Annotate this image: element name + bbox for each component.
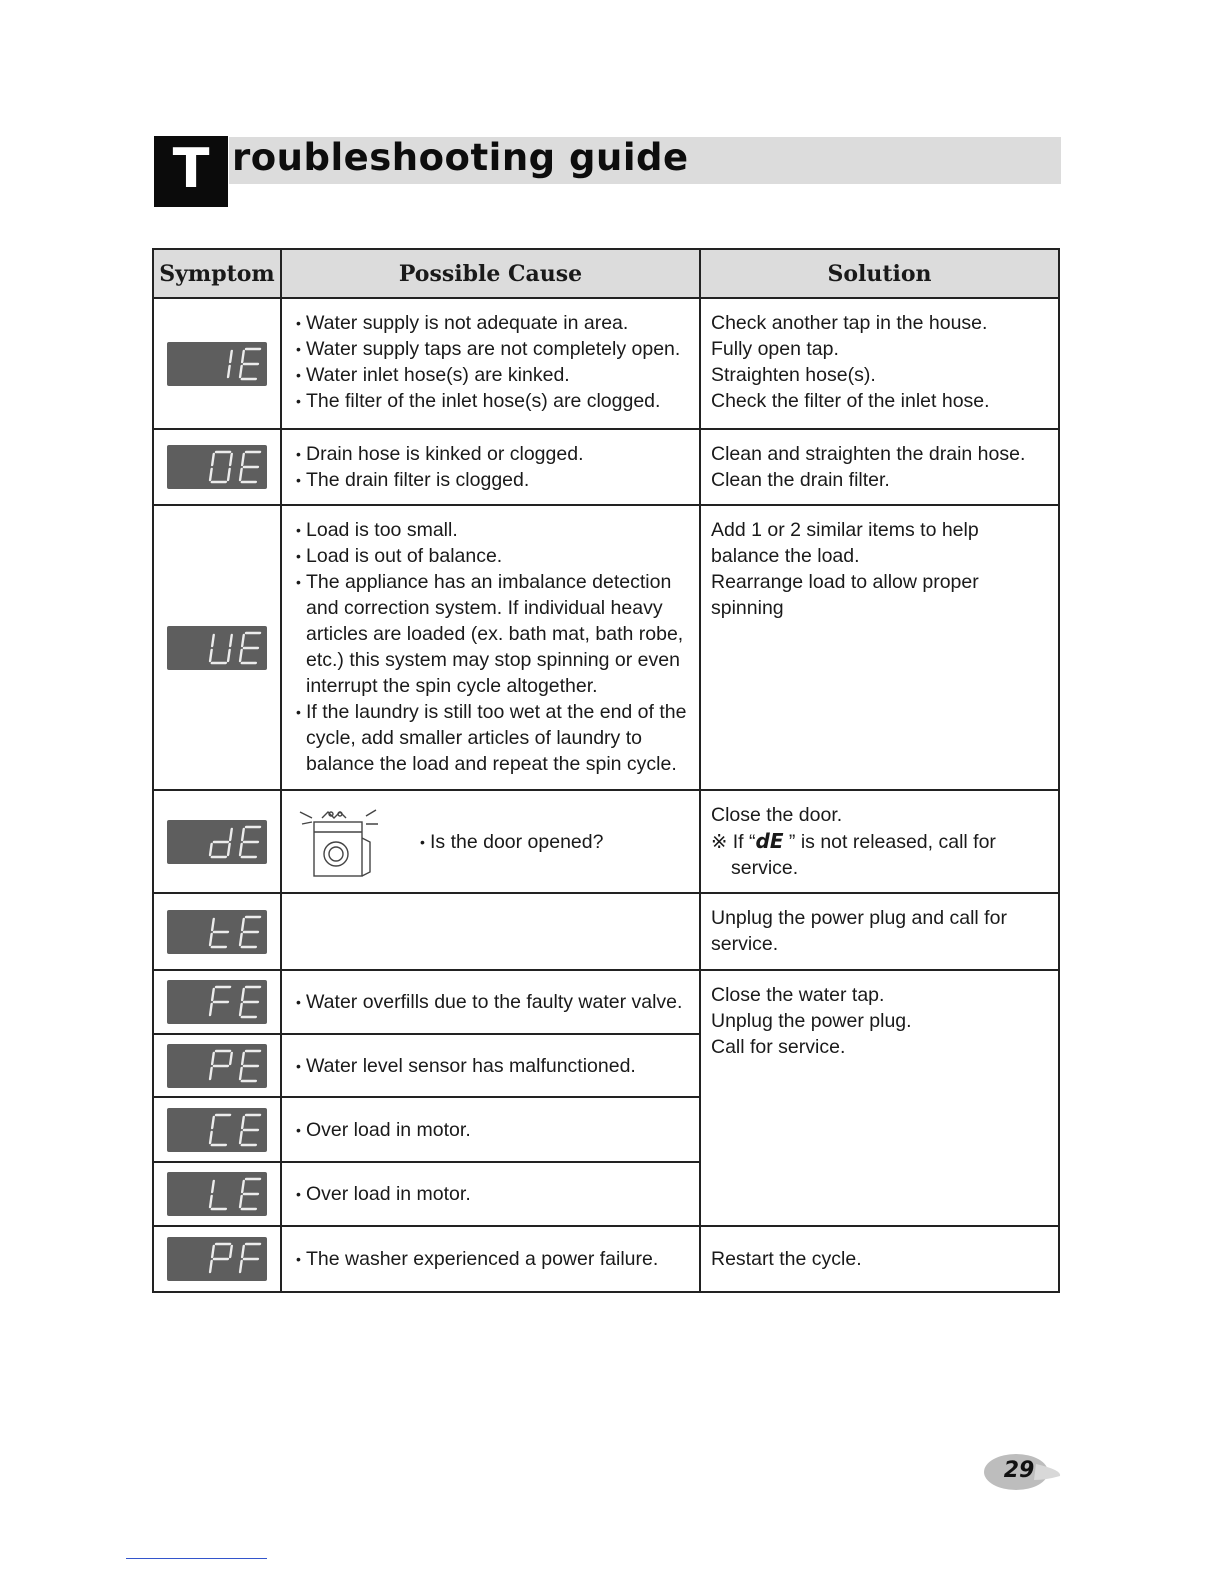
page-title: roubleshooting guide (232, 136, 689, 179)
cause-cell (281, 298, 700, 429)
solution-cell (700, 298, 1059, 429)
table-row (153, 505, 1059, 790)
washer-door-open-icon (294, 804, 384, 880)
solution-cell (700, 893, 1059, 970)
display-segment (242, 454, 244, 465)
error-code-display (167, 1044, 267, 1088)
display-segment (230, 829, 232, 840)
cause-item: • Water supply is not adequate in area. (296, 310, 693, 336)
solution-cell (700, 505, 1059, 790)
symptom-cell (153, 429, 281, 505)
cause-cell (281, 1034, 700, 1097)
symptom-cell (153, 1097, 281, 1162)
solution-line: Fully open tap. (711, 338, 839, 360)
display-segment (240, 1068, 242, 1079)
cause-cell (281, 893, 700, 970)
display-segment (242, 351, 244, 362)
symptom-cell (153, 1162, 281, 1226)
cause-cell (281, 1097, 700, 1162)
cause-cell (281, 970, 700, 1034)
display-segment (240, 844, 242, 855)
error-code-display (167, 1172, 267, 1216)
display-segment (240, 469, 242, 480)
table-row (153, 298, 1059, 429)
cause-cell (281, 1162, 700, 1226)
cause-item: • Drain hose is kinked or clogged. (296, 441, 693, 467)
cause-item: • The drain filter is clogged. (296, 467, 693, 493)
display-segment (240, 1261, 242, 1272)
header-symptom: Symptom (153, 249, 281, 298)
symptom-cell (153, 505, 281, 790)
table-row (153, 1226, 1059, 1292)
seven-segment-readout (167, 820, 267, 864)
display-segment (228, 844, 230, 855)
seven-segment-readout (167, 1237, 267, 1281)
display-segment (240, 366, 242, 377)
page-number-badge (984, 1450, 1064, 1494)
display-segment (240, 650, 242, 661)
symptom-cell (153, 893, 281, 970)
seven-segment-readout (167, 1172, 267, 1216)
error-code-display (167, 626, 267, 670)
seven-segment-readout (167, 445, 267, 489)
seven-segment-readout (167, 626, 267, 670)
cause-item: • The washer experienced a power failure. (296, 1246, 693, 1272)
solution-cell (700, 1226, 1059, 1292)
display-segment (230, 635, 232, 646)
display-segment (242, 1053, 244, 1064)
solution-line: Close the water tap. (711, 984, 885, 1006)
display-segment (228, 650, 230, 661)
display-segment (230, 1246, 232, 1257)
display-segment (212, 454, 214, 465)
display-segment (240, 1132, 242, 1143)
solution-line: Rearrange load to allow proper spinning (711, 571, 990, 619)
error-code-display (167, 820, 267, 864)
solution-line: Call for service. (711, 1036, 846, 1058)
cause-item: • Water inlet hose(s) are kinked. (296, 362, 693, 388)
cause-item: • Is the door opened? (420, 829, 603, 855)
display-segment (230, 1053, 232, 1064)
title-initial: T (154, 136, 228, 207)
cause-item: • Load is out of balance. (296, 543, 693, 569)
display-segment (210, 934, 212, 945)
troubleshooting-table (152, 248, 1060, 1293)
display-segment (242, 1246, 244, 1257)
display-segment (242, 829, 244, 840)
solution-cell (700, 790, 1059, 893)
solution-line: Clean and straighten the drain hose. (711, 443, 1026, 465)
display-segment (210, 1196, 212, 1207)
table-row (153, 429, 1059, 505)
solution-note (711, 828, 1050, 881)
seven-segment-readout (167, 1044, 267, 1088)
cause-item: • Water supply taps are not completely open. (296, 336, 693, 362)
display-segment (212, 635, 214, 646)
cause-item: • Over load in motor. (296, 1181, 693, 1207)
display-segment (210, 1068, 212, 1079)
cause-item: • Over load in motor. (296, 1117, 693, 1143)
display-segment (242, 919, 244, 930)
display-segment (230, 351, 232, 362)
display-segment (240, 1196, 242, 1207)
cause-item: • Water overfills due to the faulty water valve. (296, 989, 693, 1015)
seven-segment-readout (167, 910, 267, 954)
display-segment (242, 635, 244, 646)
header-possible-cause: Possible Cause (281, 249, 700, 298)
cause-item: • The filter of the inlet hose(s) are clogged. (296, 388, 693, 414)
display-segment (212, 1053, 214, 1064)
error-code-display (167, 1108, 267, 1152)
display-segment (210, 1132, 212, 1143)
display-segment (210, 650, 212, 661)
error-code-display (167, 910, 267, 954)
display-segment (242, 1181, 244, 1192)
symptom-cell (153, 298, 281, 429)
symptom-cell (153, 790, 281, 893)
symptom-cell (153, 970, 281, 1034)
solution-line: Clean the drain filter. (711, 469, 890, 491)
display-segment (242, 989, 244, 1000)
note-prefix: ※ If “ (711, 831, 756, 853)
display-segment (212, 1117, 214, 1128)
seven-segment-readout (167, 342, 267, 386)
solution-cell (700, 429, 1059, 505)
solution-line: Restart the cycle. (711, 1248, 862, 1270)
cause-cell (281, 505, 700, 790)
error-code-display (167, 980, 267, 1024)
error-code-display (167, 1237, 267, 1281)
seven-segment-readout (167, 980, 267, 1024)
display-segment (212, 989, 214, 1000)
solution-line: Unplug the power plug. (711, 1010, 912, 1032)
solution-cell (700, 970, 1059, 1226)
solution-line: Check the filter of the inlet hose. (711, 390, 990, 412)
display-segment (210, 1261, 212, 1272)
page-number: 29 (1003, 1458, 1035, 1483)
display-segment (212, 919, 214, 930)
display-segment (210, 469, 212, 480)
symptom-cell (153, 1226, 281, 1292)
display-segment (228, 469, 230, 480)
solution-line: Add 1 or 2 similar items to help balance the load. (711, 519, 985, 567)
display-segment (228, 366, 230, 377)
cause-item: • The appliance has an imbalance detection and correction system. If individual heavy articles are loaded (ex. bath mat, bath robe, etc.) this system may stop spinning or even interrupt the spin cycle altogether. (296, 569, 693, 699)
error-code-display (167, 342, 267, 386)
seven-segment-readout (167, 1108, 267, 1152)
table-row (153, 970, 1059, 1034)
display-segment (240, 934, 242, 945)
display-segment (210, 1004, 212, 1015)
display-segment (212, 1181, 214, 1192)
solution-line: Unplug the power plug and call for service. (711, 907, 1013, 955)
cause-item: • Water level sensor has malfunctioned. (296, 1053, 693, 1079)
cause-item: • Load is too small. (296, 517, 693, 543)
solution-line: Close the door. (711, 804, 843, 826)
display-segment (240, 1004, 242, 1015)
cause-cell (281, 429, 700, 505)
cause-cell (281, 1226, 700, 1292)
display-segment (242, 1117, 244, 1128)
cause-item: • If the laundry is still too wet at the end of the cycle, add smaller articles of laundry to balance the load and repeat the spin cycle. (296, 699, 693, 777)
note-error-code: dE (755, 829, 784, 853)
note-suffix: ” is not released, call for service. (731, 831, 1002, 879)
footer-link-underline (126, 1558, 267, 1559)
display-segment (230, 454, 232, 465)
table-row (153, 893, 1059, 970)
display-segment (212, 1246, 214, 1257)
table-row (153, 790, 1059, 893)
display-segment (210, 844, 212, 855)
cause-cell (281, 790, 700, 893)
header-solution: Solution (700, 249, 1059, 298)
solution-line: Check another tap in the house. (711, 312, 988, 334)
solution-line: Straighten hose(s). (711, 364, 876, 386)
error-code-display (167, 445, 267, 489)
symptom-cell (153, 1034, 281, 1097)
